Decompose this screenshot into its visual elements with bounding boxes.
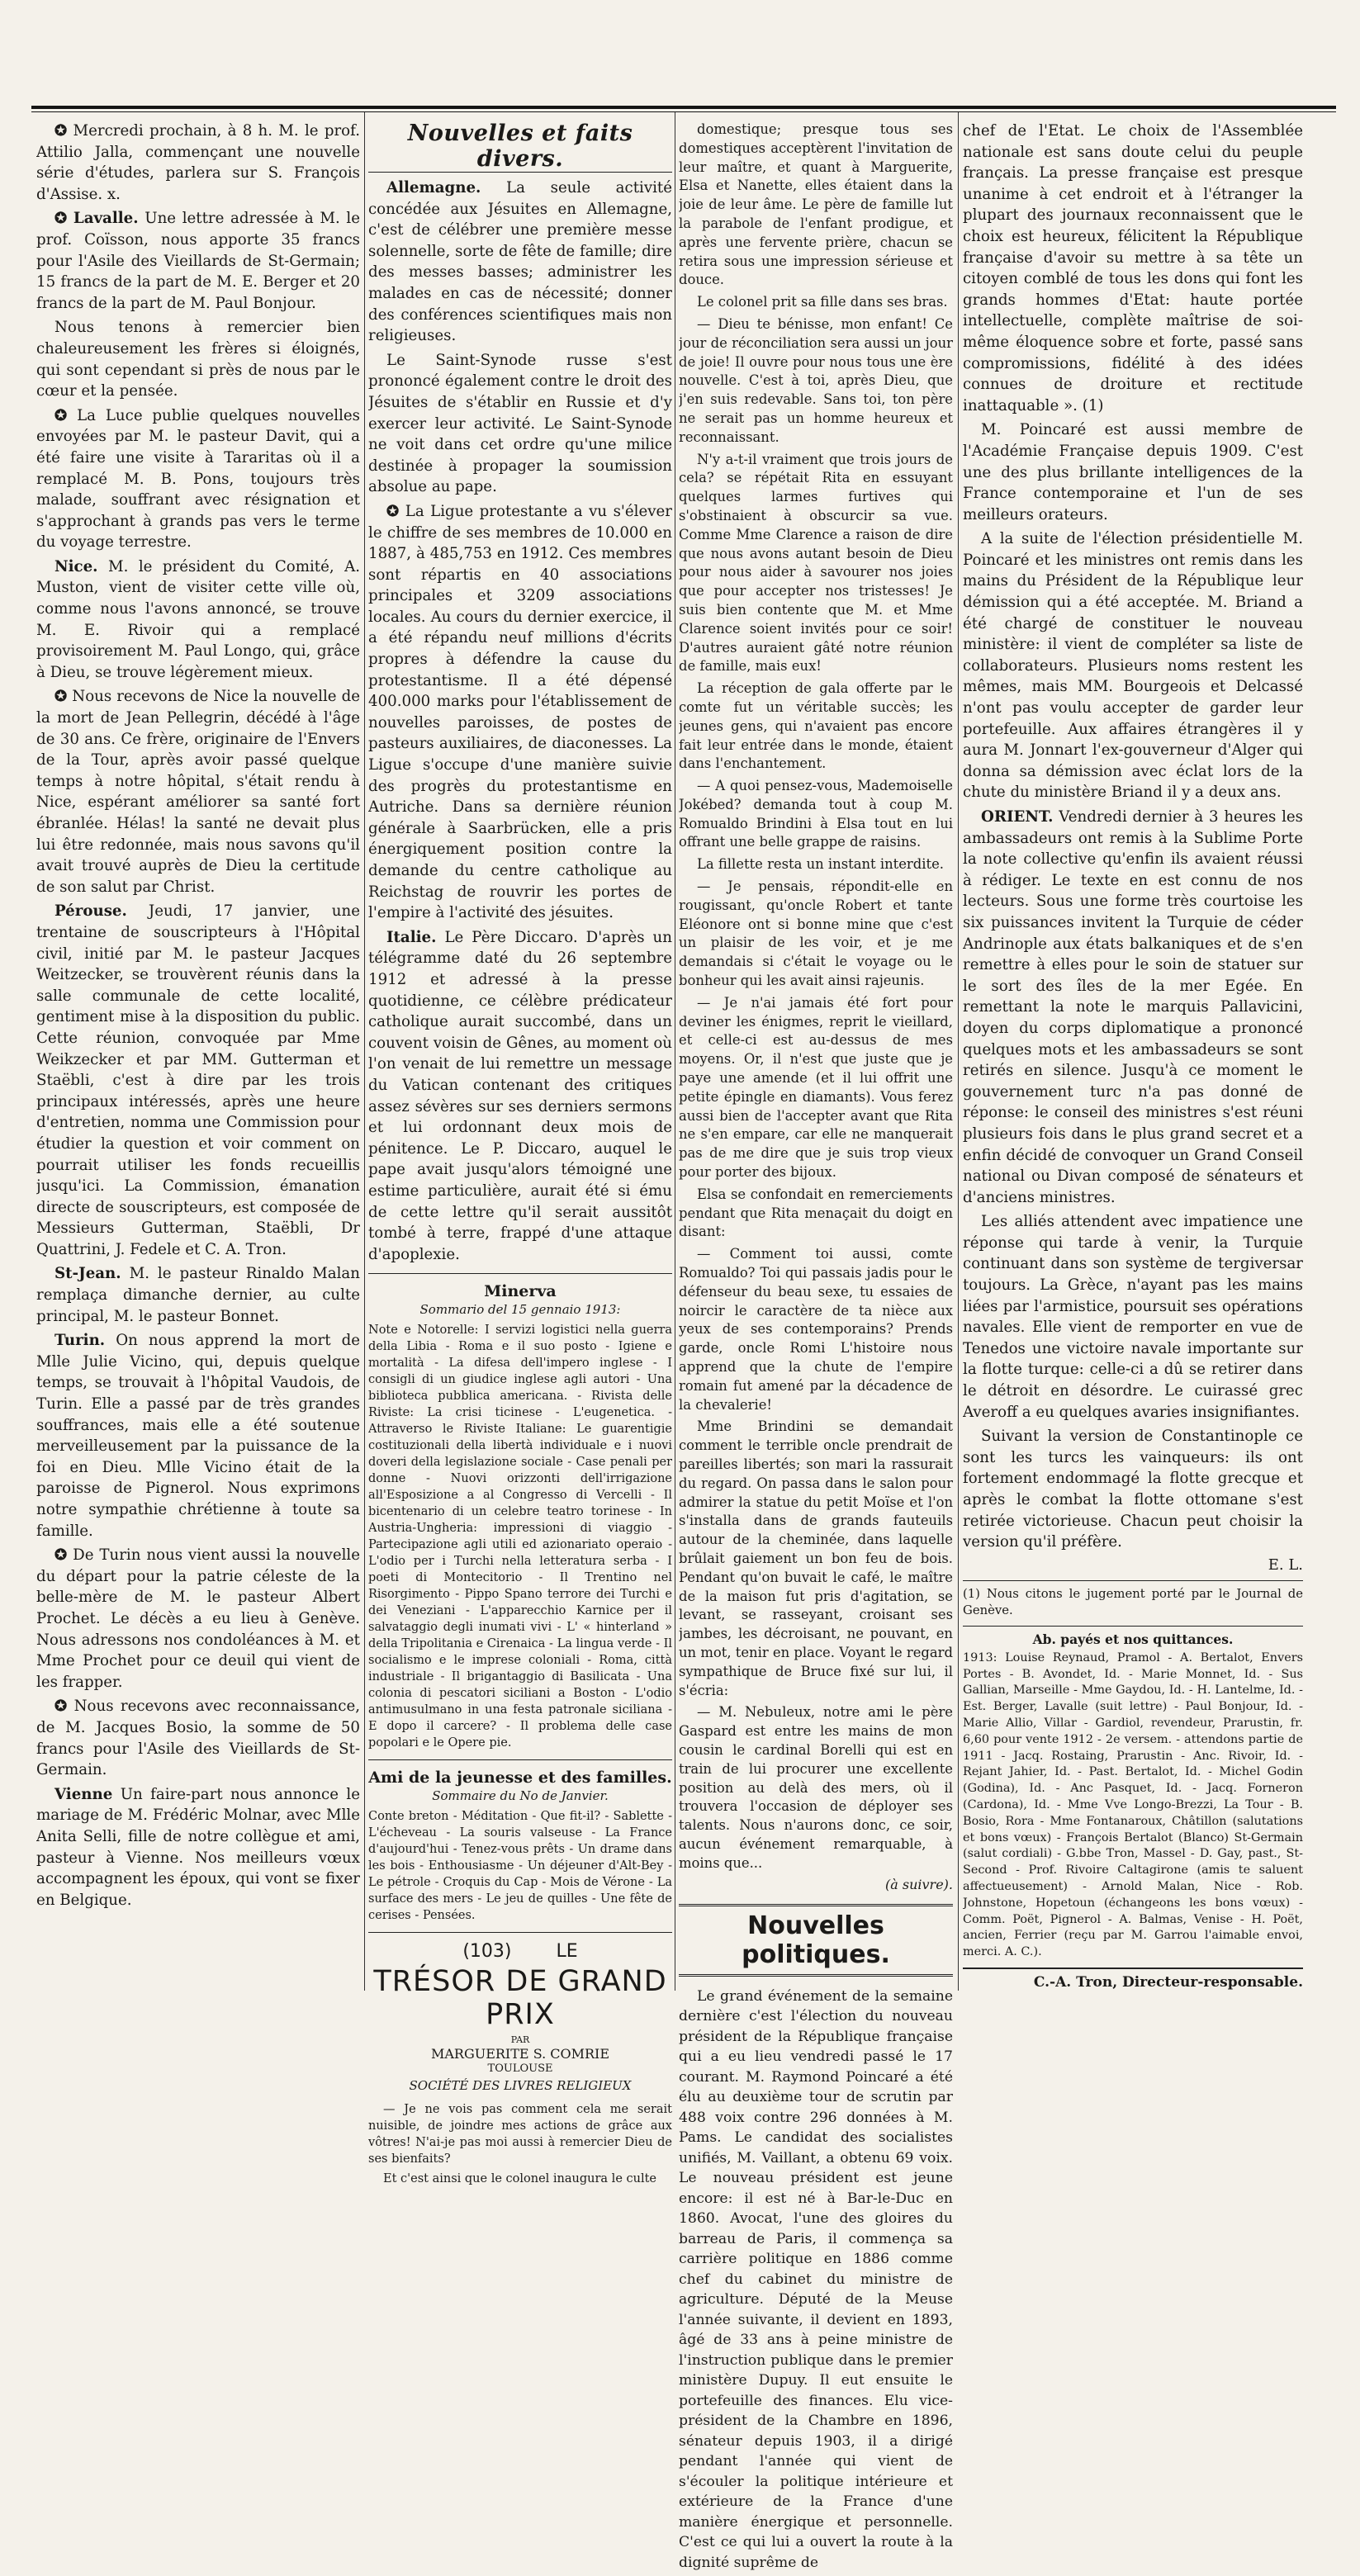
director-responsible: C.-A. Tron, Directeur-responsable. — [963, 1968, 1303, 1991]
paragraph-text: Les alliés attendent avec impatience une réponse qui tarde à venir, la Turquie continuant dans son système de tergiversar toujours. La Grèce, n'ayant pas les mains liées par l'armistice, poursuit ses opérations navales. Elle vient de remporter en vue de Tenedos une victoire navale importante sur la flotte turque: celle-ci a dû se retirer dans le détroit en désordre. Le cuirassé grec Averoff a eu quelques avaries insignifiantes. — [963, 1213, 1303, 1421]
article-paragraph — [36, 556, 360, 684]
column-divider — [958, 112, 959, 1991]
feuilleton-par: PAR — [510, 2034, 530, 2046]
section-title-faits-divers: Nouvelles et faits divers. — [368, 121, 672, 173]
politics-paragraph: Le grand événement de la semaine dernière c'est l'élection du nouveau président de la République française qui a eu lieu vendredi passé le 17 courant. M. Raymond Poincaré a été élu au deuxième tour de scrutin par 488 voix contre 296 données à M. Pams. Le candidat des socialistes unifiés, M. Vaillant, a obtenu 69 voix. Le nouveau président est jeune encore: il est né à Bar-le-Duc en 1860. Avocat, l'une des gloires du barreau de Paris, il commença sa carrière politique en 1886 comme chef du cabinet du ministre de agriculture. Député de la Meuse l'année suivante, il devient en 1893, âgé de 33 ans à peine ministre de l'instruction publique dans le premier ministère Dupuy. Il eut ensuite le portefeuille des finances. Elu vice-président de la Chambre en 1896, sénateur depuis 1903, il a dirigé pendant l'année qui vient de s'écouler la politique intérieure et extérieure de la France d'une manière énergique et personnelle. C'est ce qui lui a ouvert la route à la dignité suprême de — [679, 1987, 953, 2571]
feuilleton-number: (103) — [462, 1941, 512, 1963]
article-paragraph: N'y a-t-il vraiment que trois jours de cela? se répétait Rita en essuyant quelques larmes furtives qui s'obstinaient à obscurcir sa vue. Comme Mme Clarence a raison de dire que nous avons autant besoin de Dieu pour nous aider à savourer nos joies que pour accepter nos tristesses! Je suis bien contente que M. et Mme Clarence soient invités pour ce soir! D'autres auraient gâté notre réunion de famille, mais eux! — [679, 451, 953, 675]
feuilleton-publisher: SOCIÉTÉ DES LIVRES RELIGIEUX — [409, 2078, 632, 2094]
article-paragraph — [36, 901, 360, 1260]
bullet-marker: ✪ — [54, 210, 68, 228]
ami-summary: Conte breton - Méditation - Que fit-il? - Sablette - L'écheveau - La souris valseuse - La France d'aujourd'hui - Tenez-vous prêts - Un drame dans les bois - Enthousiasme - Un déjeuner d'Alt-Bey - Le pétrole - Croquis du Cap - Mois de Vérone - La surface des mers - Le jeu de quilles - Une fête de cerises - Pensées. — [368, 1810, 672, 1923]
article-paragraph — [36, 405, 360, 553]
article-paragraph: — Dieu te bénisse, mon enfant! Ce jour de réconciliation sera aussi un jour de joie! Il ouvre pour nous tous une ère nouvelle. C'est à toi, après Dieu, que j'en suis redevable. Sans toi, ton père ne serait pas un homme heureux et reconnaissant. — [679, 315, 953, 445]
ami-title: Ami de la jeunesse et des familles. — [368, 1769, 672, 1788]
bullet-marker: ✪ — [54, 688, 68, 706]
dateline: Nice. — [54, 557, 98, 575]
paragraph-text: M. Poincaré est aussi membre de l'Académie Française depuis 1909. C'est une des plus brillante intelligences de la France contemporaine et l'un de ses meilleurs orateurs. — [963, 421, 1303, 523]
article-paragraph — [36, 1696, 360, 1780]
paragraph-text: La seule activité concédée aux Jésuites en Allemagne, c'est de célébrer une première messe solennelle, sorte de fête de famille; dire des messes basses; administrer les malades en cas de nécessité; donner des conférences scientifiques mais non religieuses. — [368, 179, 672, 345]
ami-subtitle: Sommaire du No de Janvier. — [432, 1788, 609, 1804]
column-1-local-news — [36, 121, 360, 1914]
paragraph-text: M. le président du Comité, A. Muston, vient de visiter cette ville où, comme nous l'avons annoncé, se trouve M. E. Rivoir qui a remplacé provisoirement M. Paul Longo, qui, grâce à Dieu, se trouve légèrement mieux. — [36, 557, 360, 681]
column-4-politics — [963, 121, 1303, 1991]
top-rule — [31, 106, 1336, 112]
divider — [368, 1273, 672, 1274]
paragraph-text: Jeudi, 17 janvier, une trentaine de souscripteurs à l'Hôpital civil, initié par M. le pasteur Jacques Weitzecker, se trouvèrent réunis dans la salle communale de cette localité, gentiment mise à la disposition du public. Cette réunion, convoquée par Mme Weikzecker et par MM. Gutterman et Staëbli, c'est à dire par les trois principaux intéressés, après une heure d'entretien, nomma une Commission pour étudier la question et voir comment on pourrait utiliser les fonds recueillis jusqu'ici. La Commission, émanation directe de souscripteurs, est composée de Messieurs Gutterman, Staëbli, Dr Quattrini, J. Fedele et C. A. Tron. — [36, 902, 360, 1258]
feuilleton-paragraph: Et c'est ainsi que le colonel inaugura le culte — [383, 2172, 657, 2186]
article-paragraph: — Je n'ai jamais été fort pour deviner les énigmes, reprit le vieillard, et celle-ci est au-dessus de mes moyens. Or, il n'est que juste que je paye une amende (et il lui offrit une petite épingle en diamants). Vous ferez aussi bien de l'accepter avant que Rita ne s'en empare, car elle ne manquerait pas de me dire que je suis trop vieux pour porter des bijoux. — [679, 994, 953, 1181]
article-paragraph — [36, 1784, 360, 1911]
article-paragraph — [963, 807, 1303, 1208]
article-paragraph — [963, 1211, 1303, 1423]
article-paragraph: — M. Nebuleux, notre ami le père Gaspard est entre les mains de mon cousin le cardinal Borelli qui est en train de lui procurer une excellente position au delà des mers, où il trouvera l'occasion de déployer ses talents. Nous n'aurons donc, ce soir, aucun événement remarquable, à moins que... — [679, 1704, 953, 1871]
article-paragraph — [368, 927, 672, 1266]
bullet-marker: ✪ — [54, 1698, 68, 1716]
paragraph-text: Le Père Diccaro. D'après un télégramme daté du 26 septembre 1912 et adressé à la presse quotidienne, ce célèbre prédicateur catholique aurait succombé, dans un couvent voisin de Gênes, au moment où l'on venait de lui remettre un message du Vatican contenant des critiques assez sévères sur ses derniers sermons et lui ordonnant deux mois de pénitence. Le P. Diccaro, auquel le pape avait jusqu'alors témoigné une estime particulière, aurait été si ému de cette lettre qu'il serait aussitôt tombé à terre, frappé d'une attaque d'apoplexie. — [368, 928, 672, 1263]
paragraph-text: chef de l'Etat. Le choix de l'Assemblée nationale est sans doute celui du peuple français. La presse française est presque unanime à cet endroit et à l'étranger la plupart des journaux reconnaissent que le choix est heureux, félicitent la République française d'avoir su mettre à sa tête un citoyen comblé de tous les dons qui font les grands hommes d'Etat: haute portée intellectuelle, complète maîtrise de soi-même éloquence sobre et forte, passé sans compromissions, fidélité à des idées connues de droiture et rectitude inattaquable ». (1) — [963, 122, 1303, 414]
paragraph-text: Nous tenons à remercier bien chaleureusement les frères si éloignés, qui sont cependant si près de nous par le cœur et la pensée. — [36, 319, 360, 400]
paragraph-text: De Turin nous vient aussi la nouvelle du départ pour la patrie céleste de la belle-mère de M. le pasteur Albert Prochet. Le décès a eu lieu à Genève. Nous adressons nos condoléances à M. et Mme Prochet pour ce deuil qui vient de les frapper. — [36, 1546, 360, 1691]
feuilleton-paragraph: — Je ne vois pas comment cela me serait nuisible, de joindre mes actions de grâce aux vôtres! N'ai-je pas moi aussi à remercier Dieu de ses bienfaits? — [368, 2103, 672, 2166]
article-paragraph — [368, 178, 672, 347]
divider — [368, 1759, 672, 1760]
paragraph-text: Suivant la version de Constantinople ce sont les turcs les vainqueurs: ils ont fortement endommagé la flotte grecque et après le combat la flotte ottomane s'est retirée victorieuse. Chacun peut choisir la version qu'il préfère. — [963, 1428, 1303, 1551]
receipts-title: Ab. payés et nos quittances. — [963, 1626, 1303, 1647]
paragraph-text: Une lettre adressée à M. le prof. Coïsson, nous apporte 35 francs pour l'Asile des Vieillards de St-Germain; 15 francs de la part de M. E. Berger et 20 francs de la part de M. Paul Bonjour. — [36, 210, 360, 312]
bullet-marker: ✪ — [54, 122, 68, 140]
article-paragraph: domestique; presque tous ses domestiques acceptèrent l'invitation de leur maître, et quant à Marguerite, Elsa et Nanette, elles étaient dans la joie de leur âme. Le père de famille lut la parabole de l'enfant prodigue, et après une fervente prière, chacun se retira sous une impression sérieuse et douce. — [679, 121, 953, 288]
dateline: Italie. — [386, 928, 437, 946]
feuilleton-author: MARGUERITE S. COMRIE — [430, 2046, 610, 2062]
article-paragraph: Mme Brindini se demandait comment le terrible oncle prendrait de pareilles libertés; son mari la rassurait du regard. On passa dans le salon pour admirer la statue du petit Moïse et l'on s'installa dans de grands fauteuils autour de la cheminée, dans laquelle brûlait gaiement un bon feu de bois. Pendant qu'on buvait le café, le maître de la maison fut pris d'agitation, se levant, se rasseyant, croisant ses jambes, les décroisant, ne pouvant, en un mot, tenir en place. Voyant le regard sympathique de Bruce fixé sur lui, il s'écria: — [679, 1418, 953, 1698]
footnote: (1) Nous citons le jugement porté par le Journal de Genève. — [963, 1580, 1303, 1619]
feuilleton-continued — [679, 121, 953, 1873]
receipts-list: 1913: Louise Reynaud, Pramol - A. Bertalot, Envers Portes - B. Avondet, Id. - Marie Monnet, Id. - Sus Gallian, Marseille - Mme Gaydou, Id. - H. Lantelme, Id. - Est. Berger, Lavalle (suit lettre) - Paul Bonjour, Id. - Marie Allio, Villar - Gardiol, revendeur, Prarustin, fr. 6,60 pour vente 1912 - 2e versem. - attendons partie de 1911 - Jacq. Rostaing, Prarustin - Anc. Rivoir, Id. - Rejant Jahier, Id. - Past. Bertalot, Id. - Michel Godin (Godina), Id. - Anc Pasquet, Id. - Jacq. Forneron (Cardona), Id. - Mme Vve Longo-Brezzi, La Tour - B. Bosio, Rora - Mme Fontanaroux, Châtillon (salutations et bons vœux) - François Bertalot (Blanco) St-Germain (salut cordiali) - G.bbe Tron, Massel - D. Gay, past., St-Second - Prof. Rivoire Caltagirone (amis te saluent affectueusement) - Arnold Malan, Nice - Rob. Johnstone, Hopetoun (échangeons les bons vœux) - Comm. Poët, Pignerol - A. Balmas, Venise - H. Poët, ancien, Ferrier (reçu par M. Garrou l'aimable envoi, merci. A. C.). — [963, 1650, 1303, 1959]
bullet-marker: ✪ — [54, 1546, 68, 1565]
feuilleton-article: LE — [556, 1941, 578, 1963]
article-paragraph — [368, 350, 672, 498]
divider — [368, 1932, 672, 1933]
paragraph-text: Le Saint-Synode russe s'est prononcé également contre le droit des Jésuites de s'établir en Russie et d'y exercer leur activité. Le Saint-Synode ne voit dans cet ordre qu'une milice destinée à propager la soumission absolue au pape. — [368, 351, 672, 496]
article-paragraph — [368, 501, 672, 924]
dateline: ORIENT. — [981, 808, 1054, 826]
dateline: Turin. — [54, 1332, 106, 1350]
bullet-marker: ✪ — [54, 406, 68, 424]
article-paragraph: Elsa se confondait en remerciements pendant que Rita menaçait du doigt en disant: — [679, 1186, 953, 1240]
article-paragraph — [36, 1545, 360, 1693]
section-title-politics: Nouvelles politiques. — [679, 1904, 953, 1977]
minerva-subtitle: Sommario del 15 gennaio 1913: — [419, 1302, 621, 1318]
dateline: Pérouse. — [54, 902, 127, 921]
paragraph-text: A la suite de l'élection présidentielle M. Poincaré et les ministres ont remis dans les mains du Président de la République leur démission qui a été acceptée. M. Briand a été chargé de constituer le nouveau ministère: il vient de compléter sa liste de collaborateurs. Plusieurs noms restent les mêmes, mais MM. Bourgeois et Delcassé n'ont pas voulu accepter de garder leur portefeuille. Aux affaires étrangères il y aura M. Jonnart l'ex-gouverneur d'Alger qui donna sa démission avec éclat lors de la chute du ministère Briand il y a deux ans. — [963, 530, 1303, 802]
paragraph-text: Vendredi dernier à 3 heures les ambassadeurs ont remis à la Sublime Porte la note collective qu'enfin ils avaient réussi à rédiger. Le texte en est connu de nos lecteurs. Sous une forme très courtoise les six puissances invitent la Turquie de céder Andrinople aux états balkaniques et de s'en remettre à elles pour le soin de statuer sur le sort des îles de la mer Egée. En remettant la note le marquis Pallavicini, doyen du corps diplomatique a prononcé quelques mots et les ambassadeurs se sont retirés en silence. Jusqu'à ce moment le gouvernement turc n'a pas donné de réponse: le conseil des ministres s'est réuni plusieurs fois dans le plus grand secret et a enfin décidé de convoquer un Grand Conseil national ou Divan composé de sénateurs et d'anciens ministres. — [963, 808, 1303, 1206]
paragraph-text: On nous apprend la mort de Mlle Julie Vicino, qui, depuis quelque temps, se trouvait à l'hôpital Vaudois, de Turin. Elle a passé par de très grandes souffrances, mais elle a été soutenue merveilleusement par la puissance de la foi en Dieu. Mlle Vicino était de la paroisse de Pignerol. Nous exprimons notre sympathie chrétienne à toute sa famille. — [36, 1332, 360, 1540]
politics-body — [963, 121, 1303, 1553]
paragraph-text: Mercredi prochain, à 8 h. M. le prof. Attilio Jalla, commençant une nouvelle série d'études, parlera sur S. François d'Assise. x. — [36, 122, 360, 203]
column-3-feuilleton-politics — [679, 121, 953, 2576]
paragraph-text: M. le pasteur Rinaldo Malan remplaça dimanche dernier, au culte principal, M. le pasteur Bonnet. — [36, 1265, 360, 1325]
column-divider — [364, 112, 365, 1991]
paragraph-text: Nous recevons de Nice la nouvelle de la mort de Jean Pellegrin, décédé à l'âge de 30 ans. Ce frère, originaire de l'Envers de la Tour, après avoir passé quelque temps à notre hôpital, s'était rendu à Nice, espérant améliorer sa santé fort ébranlée. Hélas! la santé ne devait plus lui être redonnée, mais nous savons qu'il avait trouvé auprès de Dieu la certitude de son salut par Christ. — [36, 688, 360, 896]
article-paragraph — [36, 317, 360, 401]
paragraph-text: La Ligue protestante a vu s'élever le chiffre de ses membres de 10.000 en 1887, à 485,753 en 1912. Ces membres sont répartis en 40 associations principales et 3209 associations locales. Au cours du dernier exercice, il a été répandu neuf millions d'écrits propres à défendre la cause du protestantisme. Il a été dépensé 400.000 marks pour l'établissement de nouvelles paroisses, de postes de pasteurs auxiliaires, de diaconesses. La Ligue s'occupe d'une manière suivie des progrès du protestantisme en Autriche. Dans sa dernière réunion générale à Saarbrücken, elle a pris énergiquement position contre la demande du centre catholique au Reichstag de rouvrir les portes de l'empire à l'activité des jésuites. — [368, 502, 672, 922]
article-paragraph — [963, 1426, 1303, 1553]
feuilleton-city: TOULOUSE — [487, 2062, 553, 2076]
article-paragraph — [963, 419, 1303, 525]
paragraph-text: La Luce publie quelques nouvelles envoyées par M. le pasteur Davit, qui a été faire une visite à Tararitas où il a remplacé M. B. Pons, toujours très malade, souffrant avec résignation et s'approchant à grands pas vers le terme du voyage terrestre. — [36, 406, 360, 552]
dateline: St-Jean. — [54, 1265, 121, 1283]
article-paragraph — [36, 208, 360, 314]
article-paragraph: La réception de gala offerte par le comte fut un véritable succès; les jeunes gens, qui n'avaient pas encore fait leur entrée dans le monde, étaient dans l'enchantement. — [679, 680, 953, 772]
article-paragraph: — A quoi pensez-vous, Mademoiselle Jokébed? demanda tout à coup M. Romualdo Brindini à Elsa tout en lui offrant une belle grappe de raisins. — [679, 778, 953, 850]
article-paragraph — [36, 1330, 360, 1541]
to-be-continued: (à suivre). — [885, 1876, 953, 1892]
article-paragraph — [36, 1263, 360, 1327]
dateline: Vienne — [54, 1785, 113, 1803]
paragraph-text: Nous recevons avec reconnaissance, de M. Jacques Bosio, la somme de 50 francs pour l'Asile des Vieillards de St-Germain. — [36, 1698, 360, 1779]
feuilleton-title: TRÉSOR DE GRAND PRIX — [373, 1965, 667, 2032]
column-2-news — [368, 121, 672, 2190]
article-paragraph — [36, 121, 360, 205]
article-paragraph: La fillette resta un instant interdite. — [697, 856, 944, 873]
article-paragraph — [963, 528, 1303, 803]
dateline: Allemagne. — [386, 179, 481, 197]
feuilleton-header — [368, 1941, 672, 1962]
article-paragraph — [36, 686, 360, 897]
dateline: Lavalle. — [73, 210, 139, 228]
article-paragraph: — Comment toi aussi, comte Romualdo? Toi qui passais jadis pour le défenseur du beau sexe, tu essaies de noircir le caractère de ta nièce aux yeux de ses contemporains? Prends garde, oncle Romi L'histoire nous apprend que la chute de l'empire romain fut amené par la décadence de la chevalerie! — [679, 1246, 953, 1413]
paragraph-text: Un faire-part nous annonce le mariage de M. Frédéric Molnar, avec Mlle Anita Selli, fille de notre collègue et ami, pasteur à Vienne. Nos meilleurs vœux accompagnent les époux, qui vont se fixer en Belgique. — [36, 1785, 360, 1909]
bullet-marker: ✪ — [386, 502, 400, 520]
faits-divers-body — [368, 178, 672, 1265]
minerva-summary: Note e Notorelle: I servizi logistici nella guerra della Libia - Roma e il suo posto - Igiene e mortalità - La difesa dell'impero inglese - I consigli di un giudice inglese agli autori - Una biblioteca pubblica americana. - Rivista delle Riviste: La crisi ticinese - L'eugenetica. - Attraverso le Riviste Italiane: Le guarentigie costituzionali della libertà individuale e i nuovi doveri della legislazione sociale - Case penali per donne - Nuovi orizzonti dell'irrigazione all'Esposizione a al Congresso di Vercelli - Il bicentenario di un celebre teatro torinese - In Austria-Ungheria: impressioni di viaggio - Partecipazione agli utili ed azionariato operaio - L'odio per i Turchi nella letteratura serba - I poeti di Montecitorio - Il Trentino nel Risorgimento - Pippo Spano terrore dei Turchi e dei Veneziani - L'apparecchio Karnice per il salvataggio degli inumati vivi - L' « hinterland » della Tripolitania e Cirenaica - La lingua verde - Il socialismo e le imprese coloniali - Roma, città industriale - Il brigantaggio di Basilicata - Una colonia di pescatori siciliani a Boston - L'odio antimusulmano in una festa patronale siciliana - E dopo il carcere? - Il problema delle case popolari e le Opere pie. — [368, 1324, 672, 1750]
article-paragraph: — Je pensais, répondit-elle en rougissant, qu'oncle Robert et tante Eléonore ont si bonne mine que c'est un plaisir de les voir, et je me demandais si c'était le voyage ou le bonheur qui les avait ainsi rajeunis. — [679, 878, 953, 989]
article-paragraph — [963, 121, 1303, 416]
author-signoff: E. L. — [1268, 1556, 1303, 1574]
minerva-title: Minerva — [484, 1282, 557, 1301]
article-paragraph: Le colonel prit sa fille dans ses bras. — [697, 294, 948, 310]
